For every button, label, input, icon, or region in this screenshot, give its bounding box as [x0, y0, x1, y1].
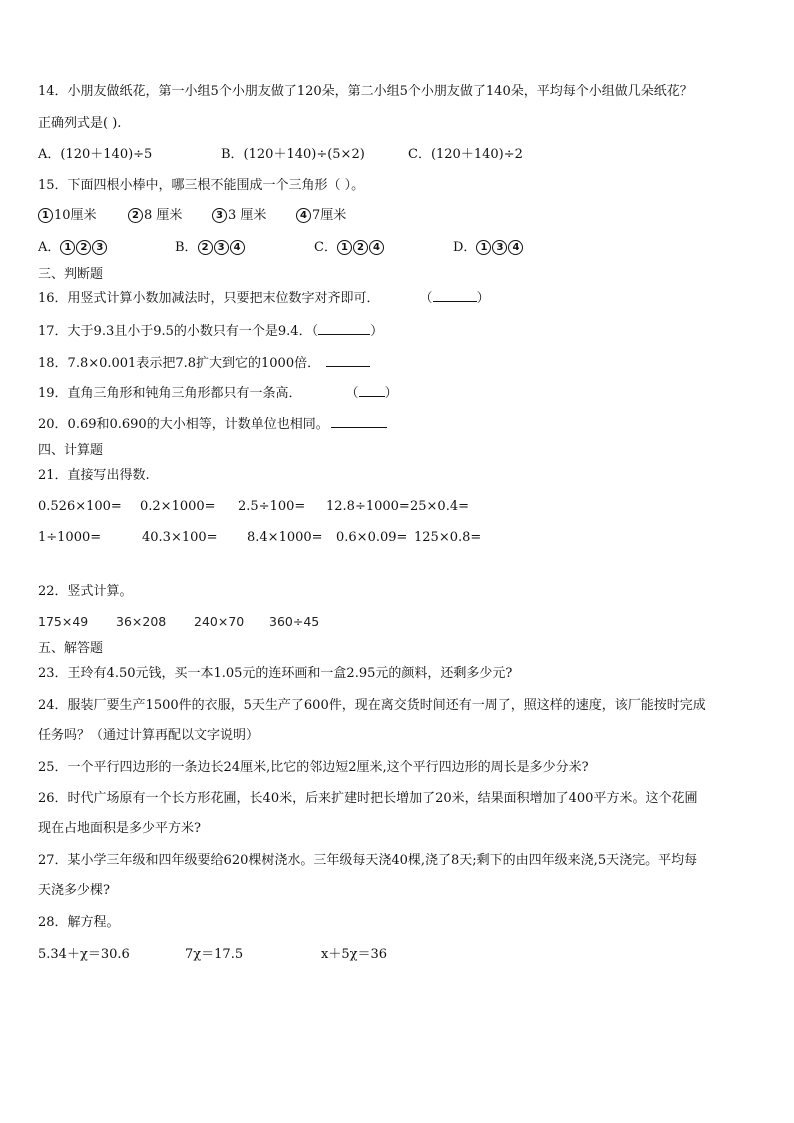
circled-number-icon: 4 — [230, 240, 245, 255]
circled-number-icon: 2 — [353, 240, 368, 255]
q22-item: 360÷45 — [269, 614, 320, 629]
circled-number-icon: 2 — [128, 208, 143, 223]
q22-item: 36×208 — [116, 614, 167, 629]
answer-blank[interactable] — [433, 301, 477, 302]
q26-line2: 现在占地面积是多少平方米? — [38, 821, 201, 836]
answer-blank[interactable] — [331, 427, 387, 428]
answer-blank[interactable] — [359, 396, 385, 397]
q15-choice-b: B． 2 3 4 — [175, 239, 246, 257]
stick-3: 3 3 厘米 — [212, 207, 266, 225]
answer-blank[interactable] — [326, 366, 370, 367]
q15-choice-d: D． 1 3 4 — [453, 239, 524, 257]
equation: 5.34＋χ＝30.6 — [38, 947, 130, 962]
q21-item: 2.5÷100= — [238, 499, 306, 514]
q21-item: 12.8÷1000= — [326, 499, 410, 514]
q21-item: 0.6×0.09= — [336, 530, 408, 545]
q22-item: 175×49 — [38, 614, 89, 629]
circled-number-icon: 1 — [476, 240, 491, 255]
q14-option-c: C．(120＋140)÷2 — [408, 147, 523, 162]
circled-number-icon: 4 — [508, 240, 523, 255]
circled-number-icon: 3 — [492, 240, 507, 255]
q14-line2: 正确列式是( ). — [38, 116, 122, 131]
q17: 17．大于9.3且小于9.5的小数只有一个是9.4．（ ） — [38, 324, 384, 339]
q21-item: 125×0.8= — [414, 530, 482, 545]
q19: 19．直角三角形和钝角三角形都只有一条高． （ ） — [38, 386, 398, 401]
q21-item: 8.4×1000= — [247, 530, 323, 545]
stick-4: 4 7厘米 — [296, 207, 346, 225]
q24-line1: 24．服装厂要生产1500件的衣服，5天生产了600件，现在离交货时间还有一周了，照这样的速度，该厂能按时完成 — [38, 698, 706, 713]
circled-number-icon: 2 — [198, 240, 213, 255]
q15-choice-c: C． 1 2 4 — [314, 239, 385, 257]
q14-line1: 14．小朋友做纸花，第一小组5个小朋友做了120朵，第二小组5个小朋友做了140朵，平均每个小组做几朵纸花？ — [38, 84, 693, 99]
circled-number-icon: 3 — [92, 240, 107, 255]
stick-1: 1 10厘米 — [38, 207, 97, 225]
circled-number-icon: 1 — [60, 240, 75, 255]
equation: x＋5χ＝36 — [321, 947, 388, 962]
circled-number-icon: 1 — [38, 208, 53, 223]
q21-stem: 21．直接写出得数. — [38, 468, 150, 483]
q21-item: 1÷1000= — [38, 530, 102, 545]
circled-number-icon: 4 — [296, 208, 311, 223]
q22-item: 240×70 — [194, 614, 245, 629]
circled-number-icon: 3 — [214, 240, 229, 255]
circled-number-icon: 3 — [212, 208, 227, 223]
q21-item: 25×0.4= — [410, 499, 470, 514]
q21-item: 40.3×100= — [142, 530, 218, 545]
circled-number-icon: 4 — [369, 240, 384, 255]
q27-line2: 天浇多少棵? — [38, 883, 110, 898]
circled-number-icon: 2 — [76, 240, 91, 255]
q24-line2: 任务吗？（通过计算再配以文字说明） — [38, 728, 260, 743]
circled-number-icon: 1 — [337, 240, 352, 255]
q20: 20．0.69和0.690的大小相等，计数单位也相同。 — [38, 416, 387, 434]
section-heading-3: 三、判断题 — [38, 267, 104, 282]
answer-blank[interactable] — [318, 334, 370, 335]
q14-option-b: B．(120＋140)÷(5×2) — [221, 147, 365, 162]
q25: 25．一个平行四边形的一条边长24厘米,比它的邻边短2厘米,这个平行四边形的周长是多少分米? — [38, 760, 589, 775]
q27-line1: 27．某小学三年级和四年级要给620棵树浇水。三年级每天浇40棵,浇了8天;剩下的由四年级来浇,5天浇完。平均每 — [38, 853, 698, 868]
q21-item: 0.526×100= — [38, 499, 122, 514]
q28-stem: 28．解方程。 — [38, 915, 120, 930]
q22-stem: 22．竖式计算。 — [38, 584, 133, 599]
q16: 16．用竖式计算小数加减法时，只要把末位数字对齐即可． （ ） — [38, 291, 490, 306]
q14-option-a: A．(120＋140)÷5 — [38, 147, 153, 162]
q23: 23．王玲有4.50元钱，买一本1.05元的连环画和一盒2.95元的颜料，还剩多少元? — [38, 666, 513, 681]
equation: 7χ＝17.5 — [185, 947, 244, 962]
q21-item: 0.2×1000= — [140, 499, 216, 514]
stick-2: 2 8 厘米 — [128, 207, 182, 225]
q18: 18．7.8×0.001表示把7.8扩大到它的1000倍． — [38, 355, 370, 373]
section-heading-5: 五、解答题 — [38, 641, 104, 656]
q26-line1: 26．时代广场原有一个长方形花圃，长40米，后来扩建时把长增加了20米，结果面积增加了400平方米。这个花圃 — [38, 791, 698, 806]
q15-choice-a: A． 1 2 3 — [38, 239, 108, 257]
section-heading-4: 四、计算题 — [38, 443, 104, 458]
q15-stem: 15．下面四根小棒中，哪三根不能围成一个三角形（ ）。 — [38, 178, 365, 193]
